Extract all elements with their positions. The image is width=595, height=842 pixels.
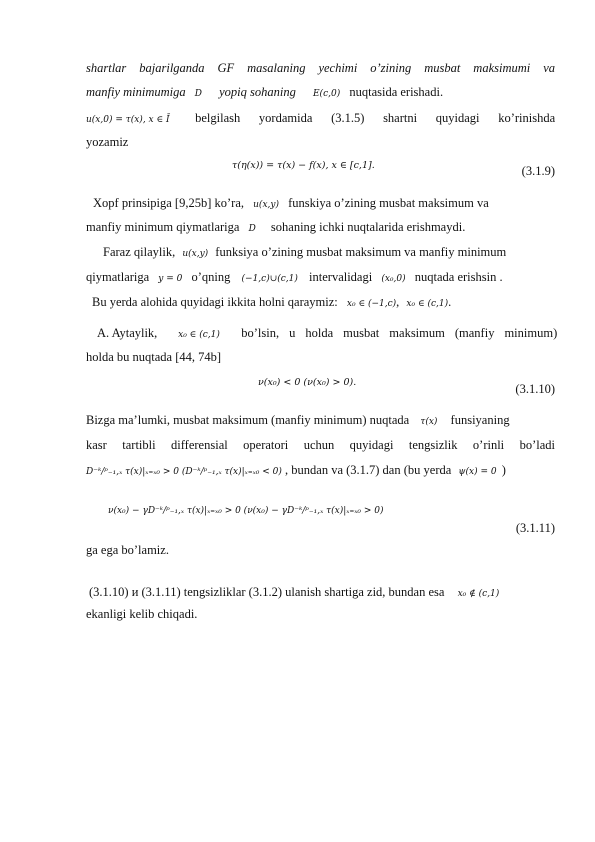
eq-number-3-1-9: (3.1.9) <box>521 164 555 178</box>
math-x0-cond: x₀ ∈ (c,1) <box>178 330 220 340</box>
math-tau: τ(x) <box>420 417 438 427</box>
math-uxy: u(x,y) <box>253 200 279 210</box>
math-x0-case-a: x₀ ∈ (−1,c) <box>346 299 397 309</box>
text-line-3: u(x,0) = τ(x), x ∈ Ī belgilash yordamida (3.1.5) shartni quyidagi ko’rinishda <box>86 110 555 128</box>
math-uxy-2: u(x,y) <box>182 249 209 259</box>
text-line-2: manfiy minimumiga D yopiq sohaning E(c,0) nuqtasida erishadi. <box>86 85 444 99</box>
text-line-17: ekanligi kelib chiqadi. <box>86 607 198 621</box>
text-line-10: A. Aytaylik, x₀ ∈ (c,1) bo’lsin, u holda musbat maksimum (manfiy minimum) <box>97 325 555 343</box>
text-line-6: manfiy minimum qiymatlariga D sohaning ichki nuqtalarida erishmaydi. <box>86 220 466 234</box>
math-interval: (−1,c)∪(c,1) <box>241 274 298 284</box>
text-line-16: (3.1.10) и (3.1.11) tengsizliklar (3.1.2) ulanish shartiga zid, bundan esa x₀ ∉ (c,1) <box>89 585 500 599</box>
text-line-11: holda bu nuqtada [44, 74b] <box>86 350 222 364</box>
equation-3-1-11: ν(x₀) − γD⁻ᵏ/ᵖ₋₁,ₓ τ(x)|ₓ₌ₓ₀ > 0 (ν(x₀) − γD⁻ᵏ/ᵖ₋₁,ₓ τ(x)|ₓ₌ₓ₀ > 0) <box>108 506 384 516</box>
math-x0-0: (x₀,0) <box>381 274 406 284</box>
text-line-13: kasr tartibli differensial operatori uchun quyidagi tengsizlik o’rinli bo’ladi <box>86 438 555 452</box>
text-line-8: qiymatlariga y = 0 o’qning (−1,c)∪(c,1) intervalidagi (x₀,0) nuqtada erishsin . <box>86 270 503 284</box>
text-line-7: Faraz qilaylik, u(x,y) funksiya o’zining musbat maksimum va manfiy minimum <box>103 245 507 259</box>
math-D: D <box>194 89 202 99</box>
equation-3-1-9: τ(η(x)) = τ(x) − f(x), x ∈ [c,1]. <box>232 160 375 171</box>
eq-number-3-1-10: (3.1.10) <box>515 382 555 396</box>
text-line-15: ga ega bo’lamiz. <box>86 543 169 557</box>
math-x0-notin: x₀ ∉ (c,1) <box>457 589 500 599</box>
math-x0-case-b: x₀ ∈ (c,1) <box>406 299 449 309</box>
math-y0: y = 0 <box>158 274 183 284</box>
text-line-4: yozamiz <box>86 135 129 149</box>
text-line-9: Bu yerda alohida quyidagi ikkita holni qaraymiz: x₀ ∈ (−1,c), x₀ ∈ (c,1). <box>92 295 452 309</box>
math-u-def: u(x,0) = τ(x), x ∈ Ī <box>86 115 170 125</box>
text-line-12: Bizga ma’lumki, musbat maksimum (manfiy minimum) nuqtada τ(x) funsiyaning <box>86 413 510 427</box>
math-D2: D <box>248 224 256 234</box>
eq-number-3-1-11: (3.1.11) <box>515 521 555 535</box>
text-line-5: Xopf prinsipiga [9,25b] ko’ra, u(x,y) funskiya o’zining musbat maksimum va <box>93 196 489 210</box>
text-line-1: shartlar bajarilganda GF masalaning yechimi o’zining musbat maksimumi va <box>86 61 555 75</box>
text-line-14: D⁻ᵏ/ᵖ₋₁,ₓ τ(x)|ₓ₌ₓ₀ > 0 (D⁻ᵏ/ᵖ₋₁,ₓ τ(x)|ₓ₌ₓ₀ < 0) , bundan va (3.1.7) dan (bu yerda ψ(x) = 0 ) <box>86 463 506 477</box>
equation-3-1-10: ν(x₀) < 0 (ν(x₀) > 0). <box>258 377 357 388</box>
math-inequality-fractional: D⁻ᵏ/ᵖ₋₁,ₓ τ(x)|ₓ₌ₓ₀ > 0 (D⁻ᵏ/ᵖ₋₁,ₓ τ(x)|ₓ₌ₓ₀ < 0) <box>86 467 282 477</box>
math-psi: ψ(x) = 0 <box>458 467 497 477</box>
math-E: E(c,0) <box>312 89 341 99</box>
